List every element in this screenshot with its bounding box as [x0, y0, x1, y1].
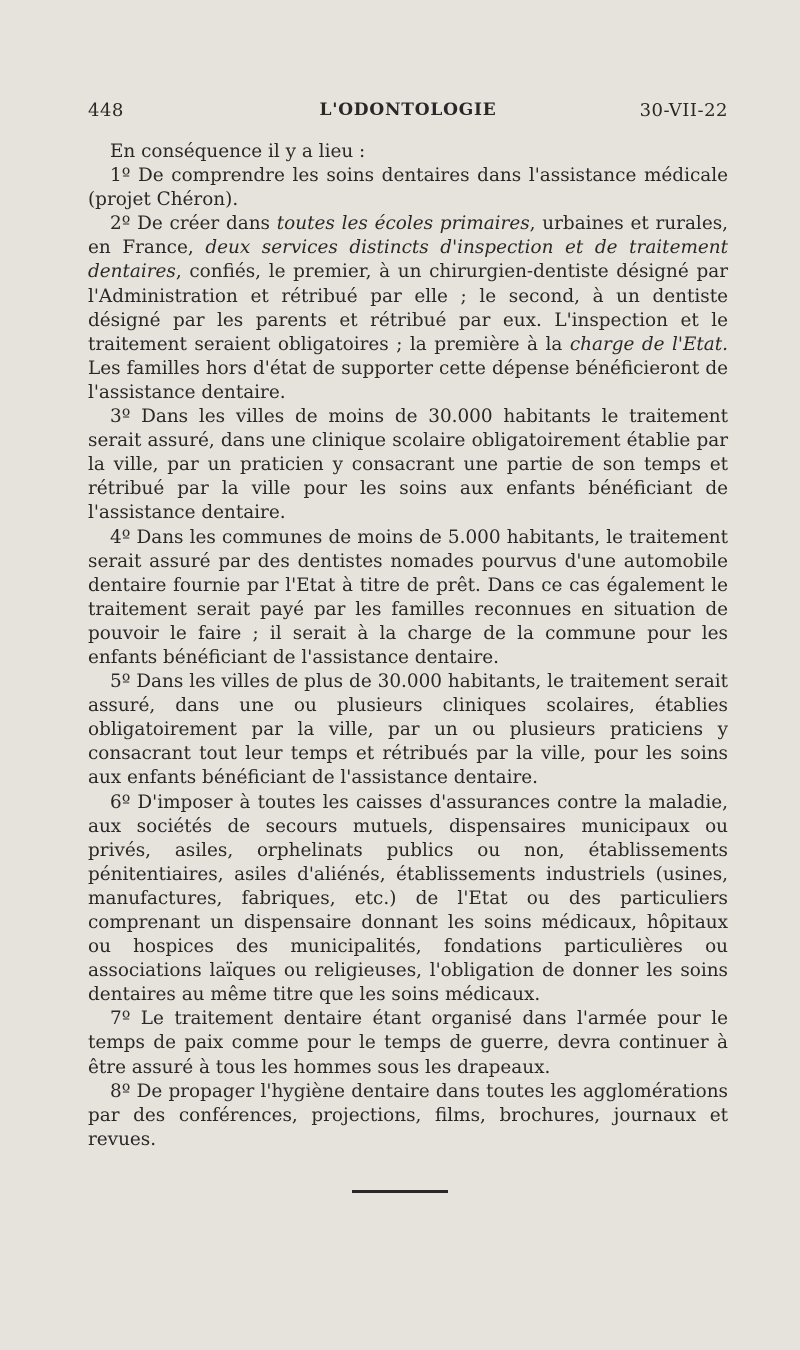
paragraph-item-2-text: , urbaines et rurales, en France, [88, 213, 728, 259]
page-number: 448 [88, 100, 124, 121]
paragraph-item-1: 1º De comprendre les soins dentaires dans l'assistance médicale (projet Chéron). [88, 165, 728, 211]
paragraph-item-2-text: , confiés, le premier, à un chirurgien-dentiste désigné par l'Administration et rétribué par elle ; le second, à un dentiste désigné par les parents et rétribué par eux. L'inspection et le traitement seraient obligatoires ; la première à la [88, 261, 728, 355]
issue-date: 30-VII-22 [639, 100, 728, 121]
end-rule [352, 1190, 448, 1193]
paragraph-item-2-emphasis: deux services distincts d'inspection et de traitement dentaires [88, 237, 729, 283]
paragraph-intro: En conséquence il y a lieu : [110, 141, 366, 162]
paragraph-item-6: 6º D'imposer à toutes les caisses d'assurances contre la maladie, aux sociétés de secours mutuels, dispensaires municipaux ou privés, asiles, orphelinats publics ou non, établissements pénitentiaires, asiles d'aliénés, établissements industriels (usines, manufactures, fabriques, etc.) de l'Etat ou des particuliers comprenant un dispensaire donnant les soins médicaux, hôpitaux ou hospices des municipalités, fondations particulières ou associations laïques ou religieuses, l'obligation de donner les soins dentaires au même titre que les soins médicaux. [88, 791, 728, 1006]
paragraph-item-4: 4º Dans les communes de moins de 5.000 habitants, le traitement serait assuré par des dentistes nomades pourvus d'une automobile dentaire fournie par l'Etat à titre de prêt. Dans ce cas également le traitement serait payé par les familles reconnues en situation de pouvoir le faire ; il serait à la charge de la commune pour les enfants bénéficiant de l'assistance dentaire. [88, 526, 728, 668]
paragraph-item-2-emphasis: charge de l'Etat. [569, 333, 729, 355]
paragraph-item-7: 7º Le traitement dentaire étant organisé dans l'armée pour le temps de paix comme pour le temps de guerre, devra continuer à être assuré à tous les hommes sous les drapeaux. [88, 1008, 728, 1078]
paragraph-item-5: 5º Dans les villes de plus de 30.000 habitants, le traitement serait assuré, dans une ou plusieurs cliniques scolaires, établies obligatoirement par la ville, par un ou plusieurs praticiens y consacrant tout leur temps et rétribués par la ville, pour les soins aux enfants bénéficiant de l'assistance dentaire. [88, 671, 728, 789]
page-header [88, 100, 728, 130]
paragraph-item-2-emphasis: toutes les écoles primaires [276, 213, 530, 235]
body-text [88, 140, 728, 1152]
paragraph-item-3: 3º Dans les villes de moins de 30.000 habitants le traitement serait assuré, dans une clinique scolaire obligatoirement établie par la ville, par un praticien y consacrant une partie de son temps et rétribué par la ville pour les soins aux enfants bénéficiant de l'assistance dentaire. [88, 406, 728, 524]
paragraph-item-2-text: Les familles hors d'état de supporter cette dépense bénéficieront de l'assistance dentaire. [88, 357, 728, 403]
paragraph-item-2 [88, 212, 728, 405]
running-title: L'ODONTOLOGIE [319, 100, 497, 120]
paragraph-item-8: 8º De propager l'hygiène dentaire dans toutes les agglomérations par des conférences, projections, films, brochures, journaux et revues. [88, 1080, 728, 1150]
paragraph-item-2-text: 2º De créer dans [110, 213, 277, 235]
